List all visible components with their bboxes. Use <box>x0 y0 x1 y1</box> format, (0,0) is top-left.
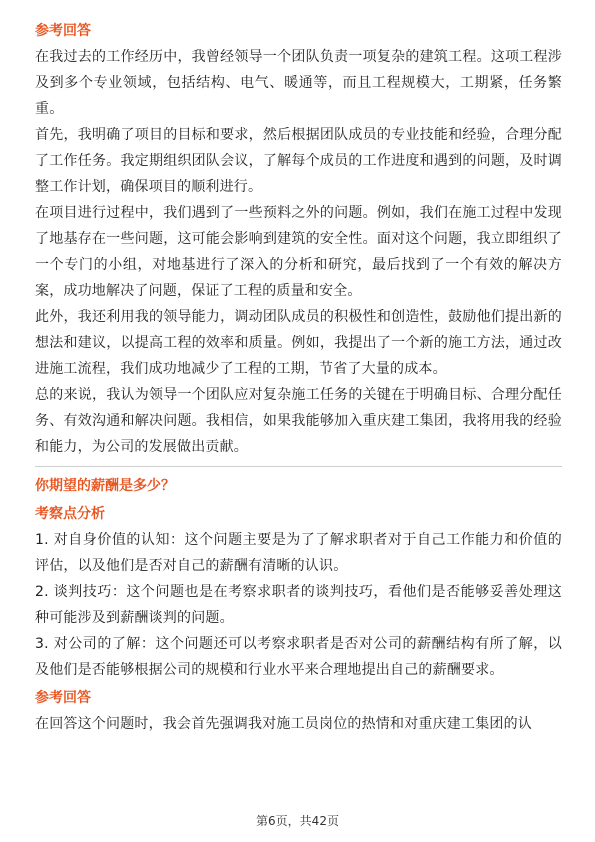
reference-answer-heading: 参考回答 <box>35 23 91 39</box>
analysis-heading: 考察点分析 <box>35 506 105 522</box>
answer-paragraph: 此外，我还利用我的领导能力，调动团队成员的积极性和创造性，鼓励他们提出新的想法和建议，以提高工程的效率和质量。例如，我提出了一个新的施工方法，通过改进施工流程，我们成功地减少了工程的工期，节省了大量的成本。 <box>35 309 562 377</box>
analysis-point: 3. 对公司的了解：这个问题还可以考察求职者是否对公司的薪酬结构有所了解，以及他们是否能够根据公司的规模和行业水平来合理地提出自己的薪酬要求。 <box>35 636 562 678</box>
answer-paragraph: 在我过去的工作经历中，我曾经领导一个团队负责一项复杂的建筑工程。这项工程涉及到多个专业领域，包括结构、电气、暖通等，而且工程规模大，工期紧，任务繁重。 <box>35 49 562 117</box>
analysis-point: 1. 对自身价值的认知：这个问题主要是为了了解求职者对于自己工作能力和价值的评估，以及他们是否对自己的薪酬有清晰的认识。 <box>35 532 562 574</box>
answer-paragraph: 首先，我明确了项目的目标和要求，然后根据团队成员的专业技能和经验，合理分配了工作任务。我定期组织团队会议，了解每个成员的工作进度和遇到的问题，及时调整工作计划，确保项目的顺利进行。 <box>35 127 562 195</box>
answer-paragraph: 在回答这个问题时，我会首先强调我对施工员岗位的热情和对重庆建工集团的认 <box>35 716 532 732</box>
answer-paragraph: 总的来说，我认为领导一个团队应对复杂施工任务的关键在于明确目标、合理分配任务、有效沟通和解决问题。我相信，如果我能够加入重庆建工集团，我将用我的经验和能力，为公司的发展做出贡献。 <box>35 387 562 455</box>
page-number: 第6页，共42页 <box>256 814 339 828</box>
document-page <box>35 20 562 737</box>
answer-paragraph: 在项目进行过程中，我们遇到了一些预料之外的问题。例如，我们在施工过程中发现了地基存在一些问题，这可能会影响到建筑的安全性。面对这个问题，我立即组织了一个专门的小组，对地基进行了深入的分析和研究，最后找到了一个有效的解决方案，成功地解决了问题，保证了工程的质量和安全。 <box>35 205 562 299</box>
analysis-point: 2. 谈判技巧：这个问题也是在考察求职者的谈判技巧，看他们是否能够妥善处理这种可能涉及到薪酬谈判的问题。 <box>35 584 562 626</box>
section-divider <box>35 466 562 467</box>
reference-answer-heading: 参考回答 <box>35 690 91 706</box>
question-title: 你期望的薪酬是多少？ <box>35 478 175 494</box>
